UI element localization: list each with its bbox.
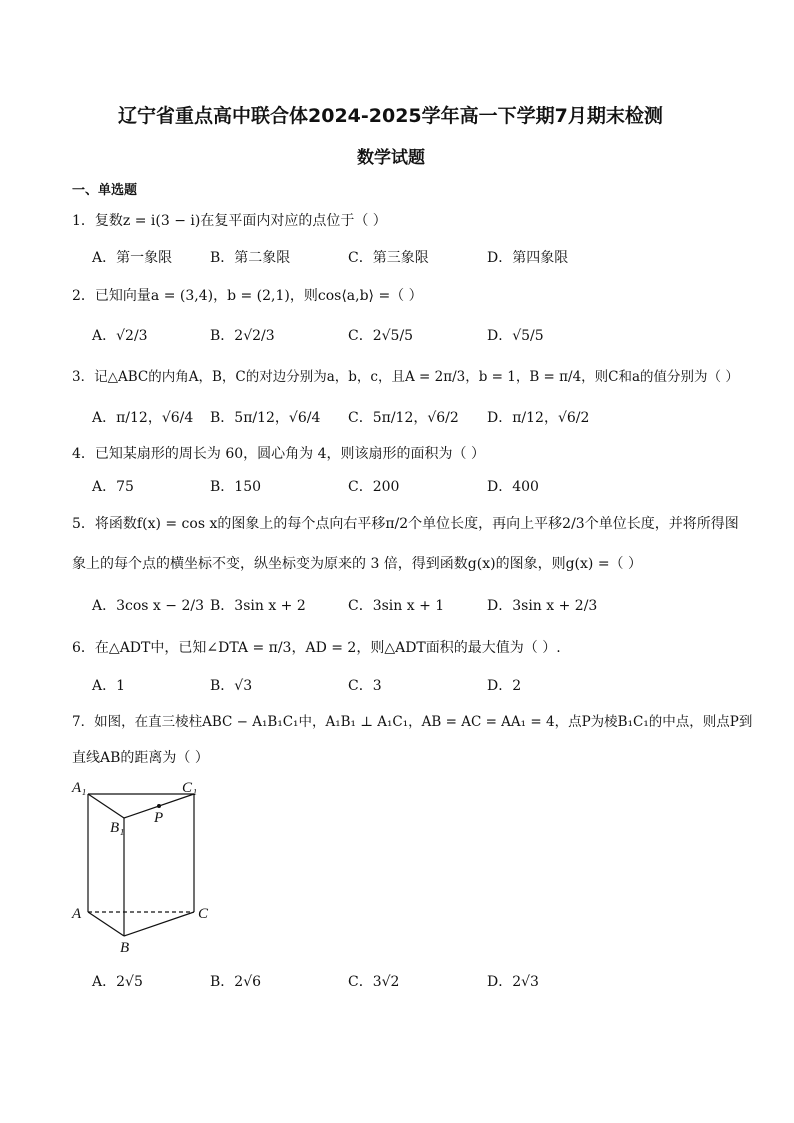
question-7-option-d: D．2√3 xyxy=(487,974,539,990)
question-6-option-d: D．2 xyxy=(487,678,522,694)
question-6-option-c: C．3 xyxy=(348,678,382,694)
question-3-stem xyxy=(72,367,739,387)
question-text: 复数z = i(3 − i)在复平面内对应的点位于（ ） xyxy=(94,213,387,229)
exam-title: 辽宁省重点高中联合体2024-2025学年高一下学期7月期末检测 xyxy=(118,105,663,127)
question-2-option-d: D．√5/5 xyxy=(487,328,544,344)
label-c: C xyxy=(198,906,209,922)
edge-a-b xyxy=(88,912,124,936)
question-7-option-a: A．2√5 xyxy=(92,974,143,990)
question-6-option-b: B．√3 xyxy=(210,678,253,694)
question-number: 2． xyxy=(72,288,95,304)
question-1-stem xyxy=(72,211,387,231)
question-text: 将函数f(x) = cos x的图象上的每个点向右平移π/2个单位长度，再向上平移2/3个单位长度，并将所得图 xyxy=(94,516,739,532)
question-3-option-c: C．5π/12，√6/2 xyxy=(348,410,459,426)
question-3-option-b: B．5π/12，√6/4 xyxy=(210,410,321,426)
question-4-option-a: A．75 xyxy=(92,479,134,495)
question-1-option-a: A．第一象限 xyxy=(92,250,173,266)
question-1-option-b: B．第二象限 xyxy=(210,250,291,266)
question-7-option-b: B．2√6 xyxy=(210,974,262,990)
question-3-option-a: A．π/12，√6/4 xyxy=(92,410,194,426)
question-7-option-c: C．3√2 xyxy=(348,974,400,990)
question-text: 已知向量a = (3,4)，b = (2,1)，则cos⟨a,b⟩ =（ ） xyxy=(94,288,423,304)
label-b1: B₁ xyxy=(110,820,125,836)
label-a1: A₁ xyxy=(72,780,87,796)
question-7-stem-line-1 xyxy=(72,712,752,732)
prism-figure xyxy=(66,772,226,962)
question-4-option-c: C．200 xyxy=(348,479,400,495)
edge-b-c xyxy=(124,912,194,936)
question-7-stem-line-2: 直线AB的距离为（ ） xyxy=(72,750,209,766)
label-p: P xyxy=(154,810,164,826)
question-4-stem xyxy=(72,444,485,464)
question-2-option-c: C．2√5/5 xyxy=(348,328,414,344)
question-6-option-a: A．1 xyxy=(92,678,126,694)
question-5-option-d: D．3sin x + 2/3 xyxy=(487,598,598,614)
question-text: 已知某扇形的周长为 60，圆心角为 4，则该扇形的面积为（ ） xyxy=(94,446,485,462)
label-b: B xyxy=(120,940,130,956)
question-5-stem-line-1 xyxy=(72,514,739,534)
question-1-option-d: D．第四象限 xyxy=(487,250,569,266)
section-heading: 一、单选题 xyxy=(72,183,138,198)
question-5-option-b: B．3sin x + 2 xyxy=(210,598,306,614)
question-3-option-d: D．π/12，√6/2 xyxy=(487,410,590,426)
question-2-stem xyxy=(72,286,423,306)
question-text: 记△ABC的内角A，B，C的对边分别为a，b，c，且A = 2π/3，b = 1，B = π/4，则C和a的值分别为（ ） xyxy=(94,369,739,385)
question-5-option-c: C．3sin x + 1 xyxy=(348,598,445,614)
question-1-option-c: C．第三象限 xyxy=(348,250,429,266)
point-p-marker xyxy=(157,804,161,808)
question-number: 3． xyxy=(72,369,95,385)
question-5-stem-line-2: 象上的每个点的横坐标不变，纵坐标变为原来的 3 倍，得到函数g(x)的图象，则g(x) =（ ） xyxy=(72,556,642,572)
question-5-option-a: A．3cos x − 2/3 xyxy=(92,598,204,614)
question-text: 在△ADT中，已知∠DTA = π/3，AD = 2，则△ADT面积的最大值为（ ）. xyxy=(94,640,561,656)
question-4-option-b: B．150 xyxy=(210,479,262,495)
question-number: 6． xyxy=(72,640,95,656)
question-number: 5． xyxy=(72,516,95,532)
question-6-stem xyxy=(72,638,561,658)
edge-a1-b1 xyxy=(88,794,124,818)
question-number: 7． xyxy=(72,714,95,730)
question-4-option-d: D．400 xyxy=(487,479,539,495)
label-c1: C₁ xyxy=(182,780,198,796)
label-a: A xyxy=(72,906,82,922)
question-2-option-b: B．2√2/3 xyxy=(210,328,275,344)
question-text: 如图，在直三棱柱ABC − A₁B₁C₁中，A₁B₁ ⊥ A₁C₁，AB = AC = AA₁ = 4，点P为棱B₁C₁的中点，则点P到 xyxy=(94,714,753,730)
question-2-option-a: A．√2/3 xyxy=(92,328,148,344)
question-number: 4． xyxy=(72,446,95,462)
exam-subtitle: 数学试题 xyxy=(357,148,425,168)
question-number: 1． xyxy=(72,213,95,229)
